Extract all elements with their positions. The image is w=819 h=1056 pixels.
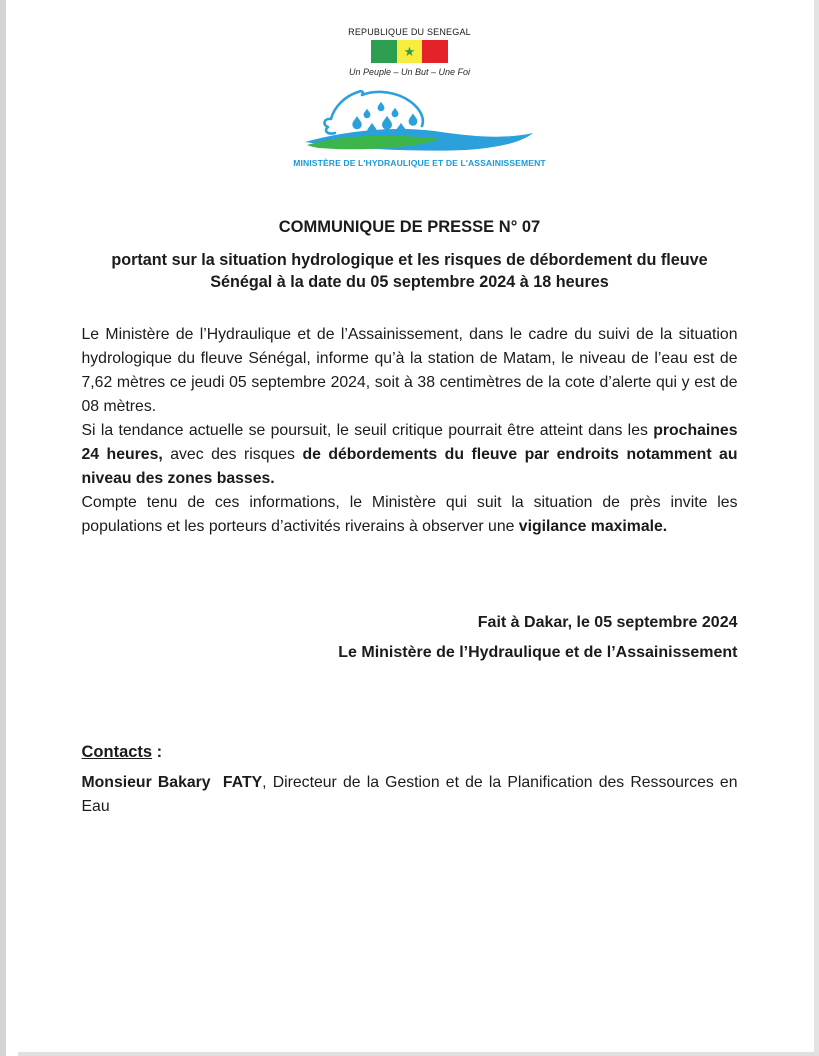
press-release-paragraph: Si la tendance actuelle se poursuit, le seuil critique pourrait être atteint dans les prochaines 24 heures, avec des risques de débordements du fleuve par endroits notamment au niveau des zones basses.	[81, 422, 738, 487]
press-release-paragraph: Le Ministère de l’Hydraulique et de l’Assainissement, dans le cadre du suivi de la situation hydrologique du fleuve Sénégal, informe qu’à la station de Matam, le niveau de l’eau est de 7,62 mètres ce jeudi 05 septembre 2024, soit à 38 centimètres de la cote d’alerte qui y est de 08 mètres.	[81, 326, 738, 415]
document-body	[82, 217, 738, 819]
letterhead	[0, 0, 819, 171]
press-release-paragraph: Compte tenu de ces informations, le Ministère qui suit la situation de près invite les populations et les porteurs d’activités riverains à observer une vigilance maximale.	[81, 494, 738, 535]
contacts-heading-label: Contacts	[81, 743, 153, 761]
scan-edge-right	[814, 0, 819, 1056]
contacts-heading	[82, 742, 738, 762]
flag-yellow-stripe	[397, 40, 423, 63]
ministry-logo-graphic	[301, 89, 539, 157]
scan-edge-bottom	[18, 1052, 819, 1056]
star-icon: ★	[403, 43, 416, 59]
senegal-flag	[371, 40, 448, 63]
contact-line: Monsieur Bakary FATY, Directeur de la Gestion et de la Planification des Ressources en Eau	[81, 774, 738, 815]
ministry-logo	[293, 89, 546, 168]
republic-label: REPUBLIQUE DU SENEGAL	[348, 27, 471, 37]
page-subtitle: portant sur la situation hydrologique et les risques de débordement du fleuve Sénégal à la date du 05 septembre 2024 à 18 heures	[111, 251, 708, 291]
national-motto: Un Peuple – Un But – Une Foi	[348, 67, 471, 77]
signature-place-date: Fait à Dakar, le 05 septembre 2024	[477, 614, 738, 631]
scan-edge-left	[0, 0, 6, 1056]
body-paragraphs	[82, 323, 738, 539]
page-title: COMMUNIQUE DE PRESSE N° 07	[278, 218, 541, 236]
ministry-name: MINISTÈRE DE L'HYDRAULIQUE ET DE L'ASSAINISSEMENT	[293, 158, 546, 168]
signature-signatory: Le Ministère de l’Hydraulique et de l’Assainissement	[338, 644, 738, 661]
waves-icon	[305, 129, 533, 151]
flag-green-stripe	[371, 40, 397, 63]
contacts-heading-colon: :	[152, 743, 163, 761]
flag-red-stripe	[422, 40, 448, 63]
